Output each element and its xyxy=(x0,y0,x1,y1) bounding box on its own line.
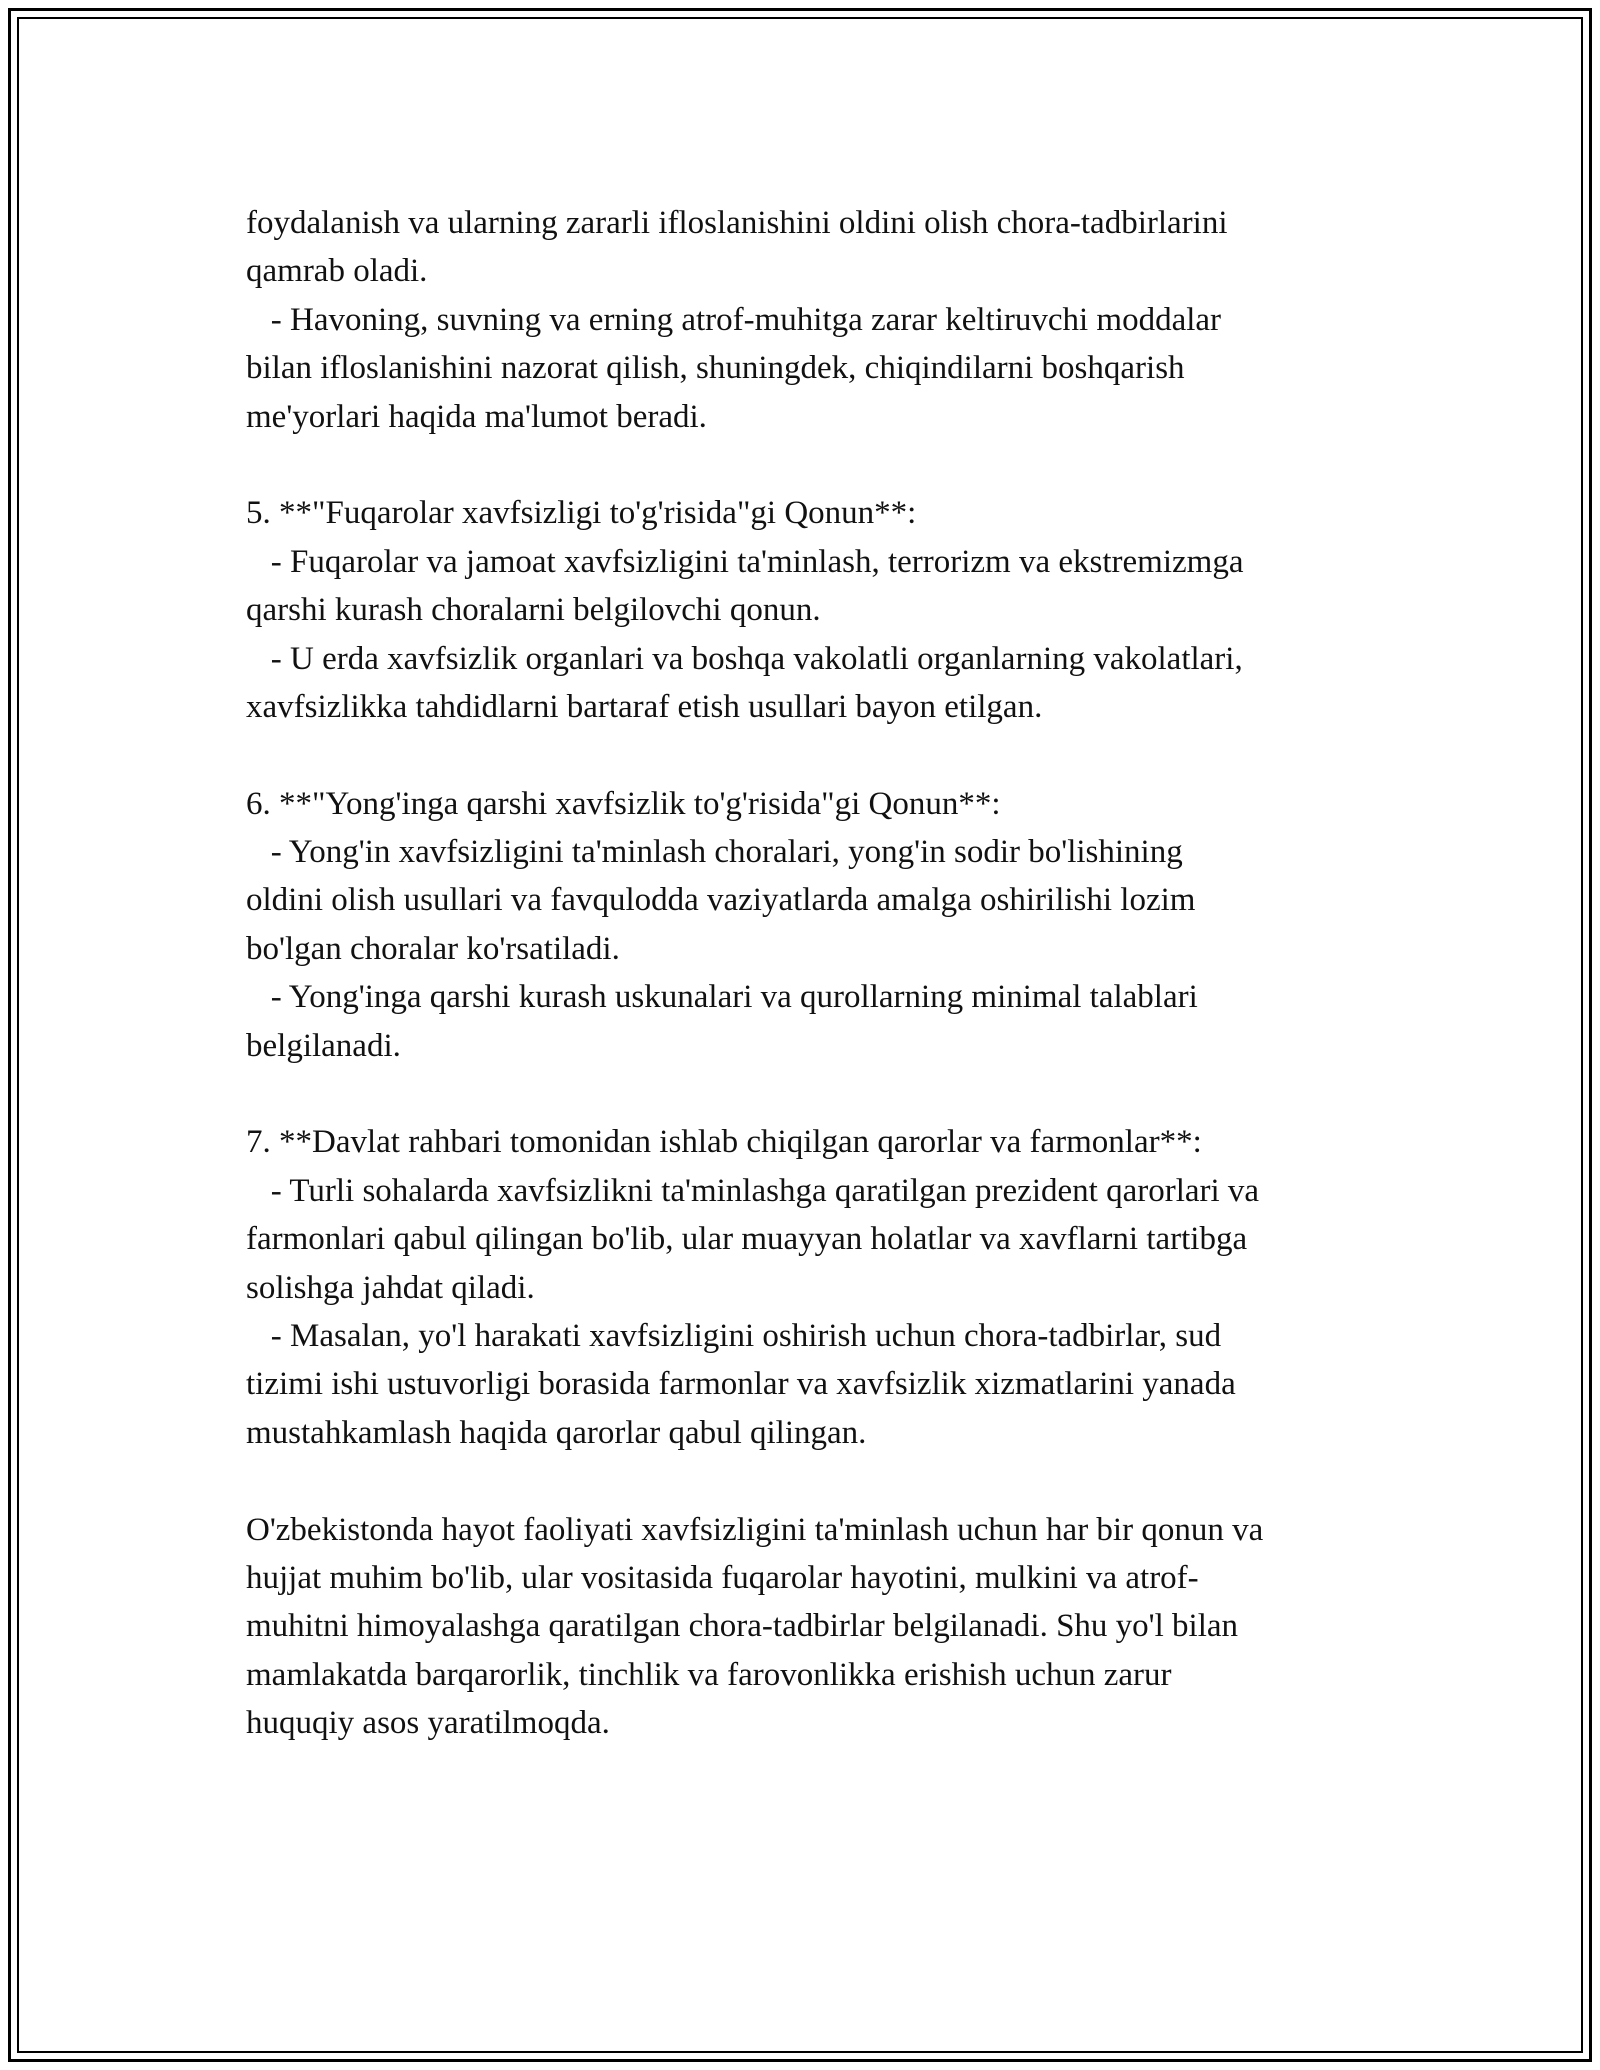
paragraph-spacer xyxy=(246,1070,1386,1118)
text-line: - Fuqarolar va jamoat xavfsizligini ta'minlash, terrorizm va ekstremizmga xyxy=(246,543,1244,580)
paragraph-spacer xyxy=(246,1457,1386,1505)
paragraph-spacer xyxy=(246,731,1386,779)
text-line: qamrab oladi. xyxy=(246,253,428,290)
text-line: - Havoning, suvning va erning atrof-muhitga zarar keltiruvchi moddalar xyxy=(246,301,1222,338)
text-line: - Yong'in xavfsizligini ta'minlash choralari, yong'in sodir bo'lishining xyxy=(246,834,1183,871)
text-line: bilan ifloslanishini nazorat qilish, shuningdek, chiqindilarni boshqarish xyxy=(246,350,1185,387)
text-line: farmonlari qabul qilingan bo'lib, ular muayyan holatlar va xavflarni tartibga xyxy=(246,1221,1248,1258)
text-line: oldini olish usullari va favqulodda vaziyatlarda amalga oshirilishi lozim xyxy=(246,882,1196,919)
section-6 xyxy=(246,780,1386,1070)
text-line: - Yong'inga qarshi kurash uskunalari va qurollarning minimal talablari xyxy=(246,979,1198,1016)
text-line: xavfsizlikka tahdidlarni bartaraf etish usullari bayon etilgan. xyxy=(246,688,1043,725)
section-heading: 6. **"Yong'inga qarshi xavfsizlik to'g'risida"gi Qonun**: xyxy=(246,785,1001,822)
text-line: muhitni himoyalashga qaratilgan chora-tadbirlar belgilanadi. Shu yo'l bilan xyxy=(246,1608,1239,1645)
text-line: foydalanish va ularning zararli ifloslanishini oldini olish chora-tadbirlarini xyxy=(246,205,1228,241)
text-line: - Turli sohalarda xavfsizlikni ta'minlashga qaratilgan prezident qarorlari va xyxy=(246,1172,1260,1209)
text-line: belgilanadi. xyxy=(246,1027,401,1064)
conclusion-paragraph xyxy=(246,1506,1386,1748)
text-line: solishga jahdat qiladi. xyxy=(246,1269,535,1306)
section-heading: 7. **Davlat rahbari tomonidan ishlab chiqilgan qarorlar va farmonlar**: xyxy=(246,1124,1202,1161)
text-line: - U erda xavfsizlik organlari va boshqa vakolatli organlarning vakolatlari, xyxy=(246,640,1243,677)
text-line: me'yorlari haqida ma'lumot beradi. xyxy=(246,398,707,435)
text-line: bo'lgan choralar ko'rsatiladi. xyxy=(246,930,620,967)
section-5 xyxy=(246,489,1386,731)
paragraph-spacer xyxy=(246,441,1386,489)
document-page xyxy=(8,8,1592,2062)
text-line: tizimi ishi ustuvorligi borasida farmonlar va xavfsizlik xizmatlarini yanada xyxy=(246,1366,1236,1403)
section-heading: 5. **"Fuqarolar xavfsizligi to'g'risida"gi Qonun**: xyxy=(246,495,917,532)
text-line: mamlakatda barqarorlik, tinchlik va farovonlikka erishish uchun zarur xyxy=(246,1656,1172,1693)
text-line: O'zbekistonda hayot faoliyati xavfsizligini ta'minlash uchun har bir qonun va xyxy=(246,1511,1264,1548)
intro-paragraph xyxy=(246,199,1386,441)
text-line: qarshi kurash choralarni belgilovchi qonun. xyxy=(246,592,821,629)
document-body xyxy=(246,199,1386,1748)
text-line: hujjat muhim bo'lib, ular vositasida fuqarolar hayotini, mulkini va atrof- xyxy=(246,1559,1199,1596)
text-line: huquqiy asos yaratilmoqda. xyxy=(246,1705,610,1742)
section-7 xyxy=(246,1118,1386,1457)
text-line: mustahkamlash haqida qarorlar qabul qilingan. xyxy=(246,1414,867,1451)
text-line: - Masalan, yo'l harakati xavfsizligini oshirish uchun chora-tadbirlar, sud xyxy=(246,1317,1222,1354)
